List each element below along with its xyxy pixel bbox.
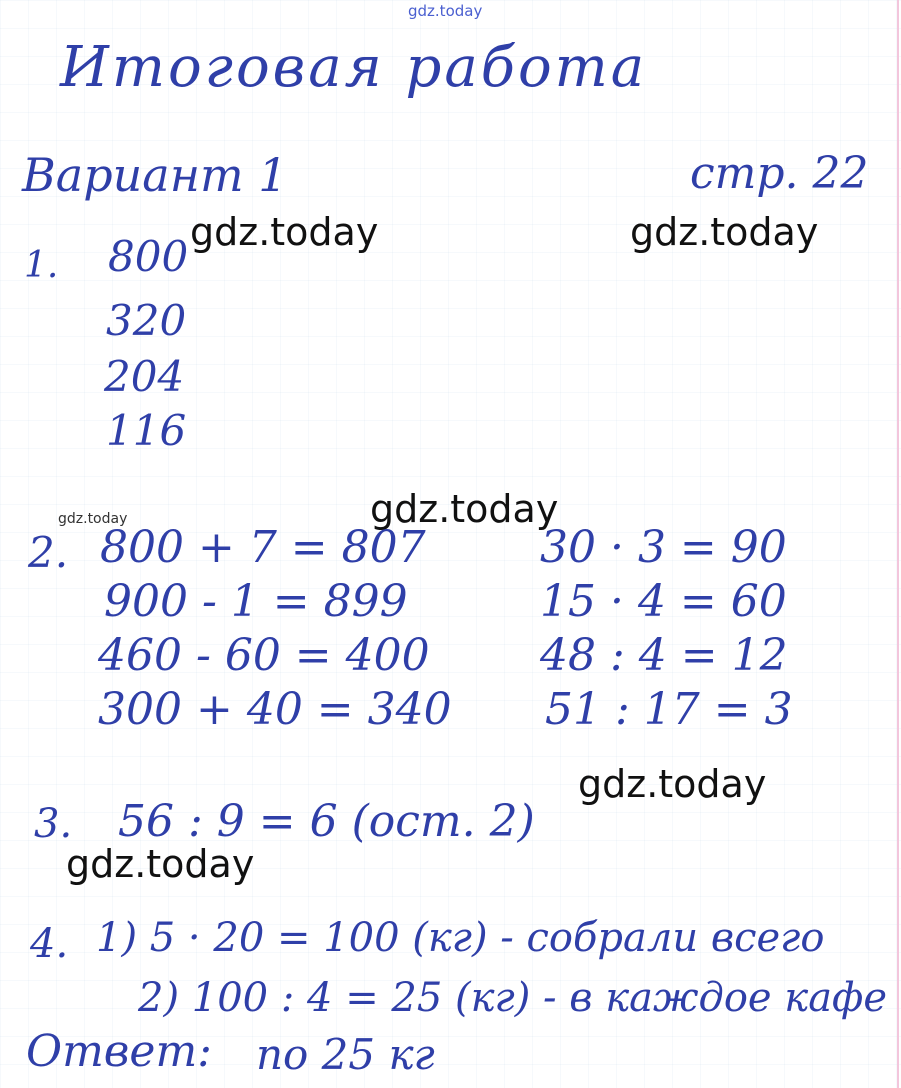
task-4-step-2: 2) 100 : 4 = 25 (кг) - в каждое кафе — [138, 975, 888, 1021]
task-4-step-1: 1) 5 · 20 = 100 (кг) - собрали всего — [96, 915, 825, 961]
watermark-top: gdz.today — [408, 2, 483, 20]
task-2-number: 2. — [28, 528, 69, 577]
task-2-equation-right: 30 · 3 = 90 — [540, 522, 787, 573]
page-title: Итоговая работа — [60, 35, 648, 100]
watermark-small: gdz.today — [58, 511, 128, 527]
task-1-number: 1. — [24, 245, 59, 286]
task-2-equation-right: 48 : 4 = 12 — [540, 630, 788, 681]
task-2-equation-left: 300 + 40 = 340 — [98, 684, 452, 735]
watermark-1: gdz.today — [190, 210, 379, 254]
variant-label: Вариант 1 — [22, 148, 288, 202]
watermark-5: gdz.today — [66, 842, 255, 886]
task-3-number: 3. — [34, 801, 73, 847]
task-1-value: 800 — [108, 232, 189, 281]
task-2-equation-left: 460 - 60 = 400 — [98, 630, 430, 681]
watermark-2: gdz.today — [630, 210, 819, 254]
task-1-value: 116 — [106, 406, 187, 455]
task-1-value: 204 — [104, 352, 185, 401]
task-2-equation-left: 900 - 1 = 899 — [104, 576, 408, 627]
answer-value: по 25 кг — [256, 1030, 435, 1079]
task-3-equation: 56 : 9 = 6 (ост. 2) — [118, 796, 535, 847]
task-1-value: 320 — [106, 296, 187, 345]
page-edge-line — [897, 0, 899, 1088]
task-2-equation-right: 51 : 17 = 3 — [545, 684, 793, 735]
task-2-equation-left: 800 + 7 = 807 — [100, 522, 426, 573]
task-4-number: 4. — [30, 921, 69, 967]
watermark-4: gdz.today — [578, 762, 767, 806]
page-reference: стр. 22 — [690, 148, 869, 199]
task-2-equation-right: 15 · 4 = 60 — [540, 576, 787, 627]
watermark-3: gdz.today — [370, 487, 559, 531]
answer-label: Ответ: — [26, 1026, 212, 1077]
